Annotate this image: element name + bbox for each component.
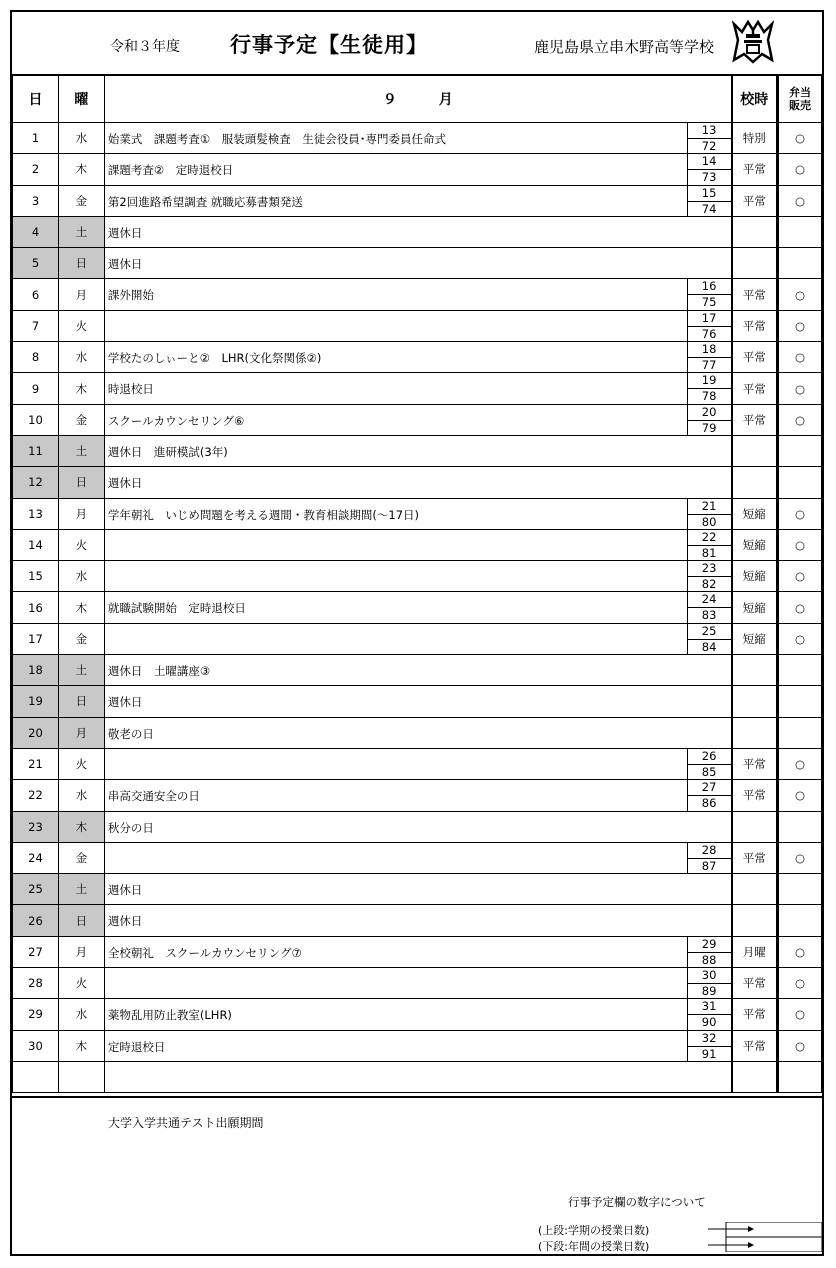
row-event [104,748,731,779]
row-day: 27 [13,936,59,967]
table-row [13,248,822,279]
annual-lesson-count: 78 [701,389,717,404]
event-text: 始業式 課題考査① 服装頭髪検査 生徒会役員･専門委員任命式 [107,132,446,146]
row-schedule: 平常 [732,968,778,999]
lesson-count [687,154,731,184]
event-text: 週休日 [107,476,143,491]
row-schedule: 平常 [732,342,778,373]
school-emblem-icon [732,20,774,64]
row-day: 10 [13,404,59,435]
row-weekday: 土 [58,874,104,905]
term-lesson-count: 19 [688,373,731,389]
row-event [104,874,731,905]
event-text: 課外開始 [107,288,154,303]
table-row [13,1030,822,1061]
row-day: 19 [13,686,59,717]
lesson-count [687,937,731,967]
annual-lesson-count: 80 [701,514,717,529]
table-row [13,1061,822,1092]
annual-lesson-count: 83 [701,608,717,623]
event-text: 第2回進路希望調査 就職応募書類発送 [107,194,303,209]
row-day: 9 [13,373,59,404]
table-row [13,404,822,435]
row-weekday: 土 [58,435,104,466]
annual-lesson-count: 91 [701,1046,717,1061]
row-weekday: 火 [58,529,104,560]
row-bento [778,717,822,748]
row-event [104,1061,731,1092]
term-lesson-count: 26 [688,749,731,765]
table-row [13,592,822,623]
row-weekday: 火 [58,748,104,779]
row-bento: ○ [778,404,822,435]
table-row [13,905,822,936]
row-weekday: 土 [58,216,104,247]
term-lesson-count: 30 [688,968,731,984]
row-event [104,373,731,404]
table-row [13,435,822,466]
row-day: 14 [13,529,59,560]
term-lesson-count: 28 [688,843,731,859]
term-lesson-count: 18 [688,342,731,358]
lesson-count [687,499,731,529]
table-header-row [13,75,822,123]
row-day: 22 [13,780,59,811]
row-schedule: 平常 [732,373,778,404]
row-day: 1 [13,123,59,154]
annual-lesson-count: 75 [701,295,717,310]
row-event [104,999,731,1030]
event-text: 週休日 [107,257,143,272]
row-day: 17 [13,623,59,654]
row-event [104,529,731,560]
table-row [13,811,822,842]
row-event [104,655,731,686]
row-event [104,936,731,967]
event-text: 週休日 [107,225,143,240]
row-weekday: 金 [58,623,104,654]
row-day: 15 [13,561,59,592]
row-event [104,342,731,373]
row-day: 11 [13,435,59,466]
term-lesson-count: 29 [688,937,731,953]
row-bento: ○ [778,342,822,373]
row-bento: ○ [778,1030,822,1061]
col-bento: 弁当 販売 [778,75,822,123]
row-schedule: 平常 [732,279,778,310]
row-event [104,154,731,185]
row-schedule: 平常 [732,154,778,185]
row-day: 20 [13,717,59,748]
event-text: 薬物乱用防止教室(LHR) [107,1008,232,1023]
row-event [104,1030,731,1061]
table-row [13,874,822,905]
table-row [13,154,822,185]
row-bento: ○ [778,592,822,623]
row-schedule [732,811,778,842]
row-day: 18 [13,655,59,686]
event-text: 就職試験開始 定時退校日 [107,601,246,616]
row-schedule [732,905,778,936]
row-schedule [732,717,778,748]
row-day: 26 [13,905,59,936]
term-lesson-count: 16 [688,279,731,295]
term-lesson-count: 21 [688,499,731,515]
term-lesson-count: 25 [688,624,731,640]
table-row [13,185,822,216]
table-row [13,842,822,873]
row-bento [778,248,822,279]
row-weekday [58,1061,104,1092]
table-row [13,216,822,247]
row-weekday: 月 [58,936,104,967]
row-bento [778,686,822,717]
row-event [104,310,731,341]
row-schedule: 短縮 [732,623,778,654]
row-day: 28 [13,968,59,999]
row-day: 7 [13,310,59,341]
row-day: 12 [13,467,59,498]
row-schedule: 平常 [732,185,778,216]
row-schedule [732,874,778,905]
footer-note: 大学入学共通テスト出願期間 [108,1116,264,1130]
row-event [104,592,731,623]
row-weekday: 金 [58,185,104,216]
row-bento: ○ [778,279,822,310]
lesson-count [687,749,731,779]
row-bento: ○ [778,529,822,560]
row-event [104,686,731,717]
lesson-count [687,405,731,435]
annual-lesson-count: 73 [701,170,717,185]
legend-lower: (下段:年間の授業日数) [538,1240,650,1253]
row-schedule: 平常 [732,999,778,1030]
row-weekday: 水 [58,342,104,373]
table-row [13,123,822,154]
page-title: 行事予定【生徒用】 [230,33,428,57]
row-event [104,185,731,216]
row-day: 16 [13,592,59,623]
row-weekday: 水 [58,123,104,154]
event-text: 週休日 進研模試(3年) [107,444,228,459]
lesson-count [687,624,731,654]
annual-lesson-count: 74 [701,201,717,216]
table-row [13,717,822,748]
annual-lesson-count: 82 [701,577,717,592]
row-weekday: 日 [58,248,104,279]
row-day: 23 [13,811,59,842]
row-bento: ○ [778,623,822,654]
table-row [13,310,822,341]
row-schedule: 平常 [732,404,778,435]
row-schedule: 短縮 [732,529,778,560]
row-bento [778,467,822,498]
row-bento [778,1061,822,1092]
lesson-count [687,186,731,216]
row-schedule [732,467,778,498]
row-schedule [732,435,778,466]
row-event [104,780,731,811]
table-row [13,498,822,529]
annual-lesson-count: 86 [701,796,717,811]
annual-lesson-count: 77 [701,358,717,373]
row-bento [778,811,822,842]
row-bento: ○ [778,498,822,529]
row-weekday: 木 [58,1030,104,1061]
col-day: 日 [13,75,59,123]
term-lesson-count: 14 [688,154,731,170]
lesson-count [687,530,731,560]
table-row [13,373,822,404]
annual-lesson-count: 79 [701,420,717,435]
table-row [13,342,822,373]
row-bento: ○ [778,842,822,873]
row-weekday: 金 [58,404,104,435]
table-row [13,655,822,686]
event-text: 時退校日 [107,382,154,397]
annual-lesson-count: 76 [701,326,717,341]
event-text: 全校朝礼 スクールカウンセリング⑦ [107,945,302,960]
row-bento: ○ [778,185,822,216]
table-row [13,936,822,967]
footer [12,1096,822,1256]
row-schedule [732,248,778,279]
row-weekday: 日 [58,686,104,717]
event-text: 秋分の日 [107,820,154,835]
event-text: 学校たのしぃーと② LHR(文化祭関係②) [107,351,322,366]
row-event [104,404,731,435]
event-text: 課題考査② 定時退校日 [107,163,234,178]
row-day: 2 [13,154,59,185]
row-schedule: 短縮 [732,592,778,623]
row-bento: ○ [778,373,822,404]
row-weekday: 日 [58,467,104,498]
lesson-count [687,843,731,873]
row-schedule: 特別 [732,123,778,154]
row-event [104,811,731,842]
row-event [104,216,731,247]
event-text: 週休日 [107,914,143,929]
row-schedule: 平常 [732,310,778,341]
row-bento: ○ [778,780,822,811]
table-row [13,561,822,592]
term-lesson-count: 15 [688,186,731,202]
row-day: 25 [13,874,59,905]
lesson-count [687,279,731,309]
row-day [13,1061,59,1092]
table-row [13,529,822,560]
row-event [104,968,731,999]
row-schedule [732,655,778,686]
row-bento: ○ [778,748,822,779]
event-text: 週休日 土曜講座③ [107,664,211,679]
table-row [13,968,822,999]
lesson-count [687,592,731,622]
table-row [13,467,822,498]
row-event [104,905,731,936]
row-event [104,248,731,279]
schedule-sheet [10,10,824,1256]
school-name: 鹿児島県立串木野高等学校 [534,38,715,56]
row-event [104,435,731,466]
row-schedule: 短縮 [732,498,778,529]
row-bento: ○ [778,999,822,1030]
row-bento [778,435,822,466]
row-bento [778,655,822,686]
annual-lesson-count: 85 [701,764,717,779]
row-bento: ○ [778,936,822,967]
row-bento: ○ [778,310,822,341]
row-weekday: 金 [58,842,104,873]
row-event [104,467,731,498]
term-lesson-count: 31 [688,999,731,1015]
table-row [13,686,822,717]
legend-arrows-icon [708,1222,822,1252]
event-text: 週休日 [107,695,143,710]
event-text: スクールカウンセリング⑥ [107,413,245,428]
legend-upper: (上段:学期の授業日数) [538,1224,650,1237]
row-weekday: 月 [58,279,104,310]
schedule-table [12,74,822,1093]
row-day: 4 [13,216,59,247]
row-weekday: 木 [58,811,104,842]
event-text: 串高交通安全の日 [107,789,200,804]
table-row [13,780,822,811]
table-row [13,623,822,654]
annual-lesson-count: 84 [701,639,717,654]
term-lesson-count: 17 [688,311,731,327]
term-lesson-count: 23 [688,561,731,577]
row-schedule [732,216,778,247]
event-text: 週休日 [107,883,143,898]
annual-lesson-count: 72 [701,139,717,153]
event-text: 敬老の日 [107,726,154,741]
row-weekday: 木 [58,373,104,404]
term-lesson-count: 24 [688,592,731,608]
row-day: 13 [13,498,59,529]
term-lesson-count: 22 [688,530,731,546]
row-event [104,717,731,748]
row-day: 3 [13,185,59,216]
row-event [104,498,731,529]
row-bento: ○ [778,154,822,185]
lesson-count [687,968,731,998]
row-schedule: 平常 [732,842,778,873]
row-weekday: 火 [58,968,104,999]
term-lesson-count: 32 [688,1031,731,1047]
row-bento [778,905,822,936]
lesson-count [687,1031,731,1061]
row-weekday: 日 [58,905,104,936]
event-text: 定時退校日 [107,1039,166,1054]
row-weekday: 水 [58,561,104,592]
lesson-count [687,311,731,341]
col-schedule: 校時 [732,75,778,123]
row-event [104,279,731,310]
row-weekday: 木 [58,592,104,623]
fiscal-year: 令和３年度 [110,39,180,55]
row-event [104,623,731,654]
row-day: 8 [13,342,59,373]
row-bento: ○ [778,123,822,154]
event-text: 学年朝礼 いじめ問題を考える週間・教育相談期間(～17日) [107,507,420,522]
row-weekday: 月 [58,717,104,748]
row-schedule: 短縮 [732,561,778,592]
table-row [13,279,822,310]
annual-lesson-count: 87 [701,858,717,873]
term-lesson-count: 13 [688,123,731,139]
row-schedule [732,686,778,717]
row-weekday: 水 [58,780,104,811]
row-weekday: 水 [58,999,104,1030]
lesson-count [687,342,731,372]
annual-lesson-count: 81 [701,545,717,560]
annual-lesson-count: 88 [701,952,717,967]
legend-title: 行事予定欄の数字について [568,1195,706,1209]
term-lesson-count: 27 [688,780,731,796]
row-event [104,561,731,592]
lesson-count [687,561,731,591]
row-event [104,842,731,873]
lesson-count [687,123,731,153]
col-weekday: 曜 [58,75,104,123]
annual-lesson-count: 90 [701,1015,717,1030]
row-day: 21 [13,748,59,779]
row-bento: ○ [778,968,822,999]
row-weekday: 月 [58,498,104,529]
row-bento [778,216,822,247]
table-row [13,999,822,1030]
row-schedule: 平常 [732,780,778,811]
row-day: 5 [13,248,59,279]
row-weekday: 木 [58,154,104,185]
col-month: ９ 月 [104,75,731,123]
row-bento: ○ [778,561,822,592]
row-day: 29 [13,999,59,1030]
table-row [13,748,822,779]
lesson-count [687,373,731,403]
row-weekday: 土 [58,655,104,686]
lesson-count [687,780,731,810]
row-schedule: 月曜 [732,936,778,967]
row-schedule: 平常 [732,1030,778,1061]
row-day: 6 [13,279,59,310]
row-bento [778,874,822,905]
row-schedule: 平常 [732,748,778,779]
row-event [104,123,731,154]
term-lesson-count: 20 [688,405,731,421]
row-schedule [732,1061,778,1092]
lesson-count [687,999,731,1029]
annual-lesson-count: 89 [701,984,717,999]
row-day: 30 [13,1030,59,1061]
row-weekday: 火 [58,310,104,341]
header [12,12,822,76]
row-day: 24 [13,842,59,873]
